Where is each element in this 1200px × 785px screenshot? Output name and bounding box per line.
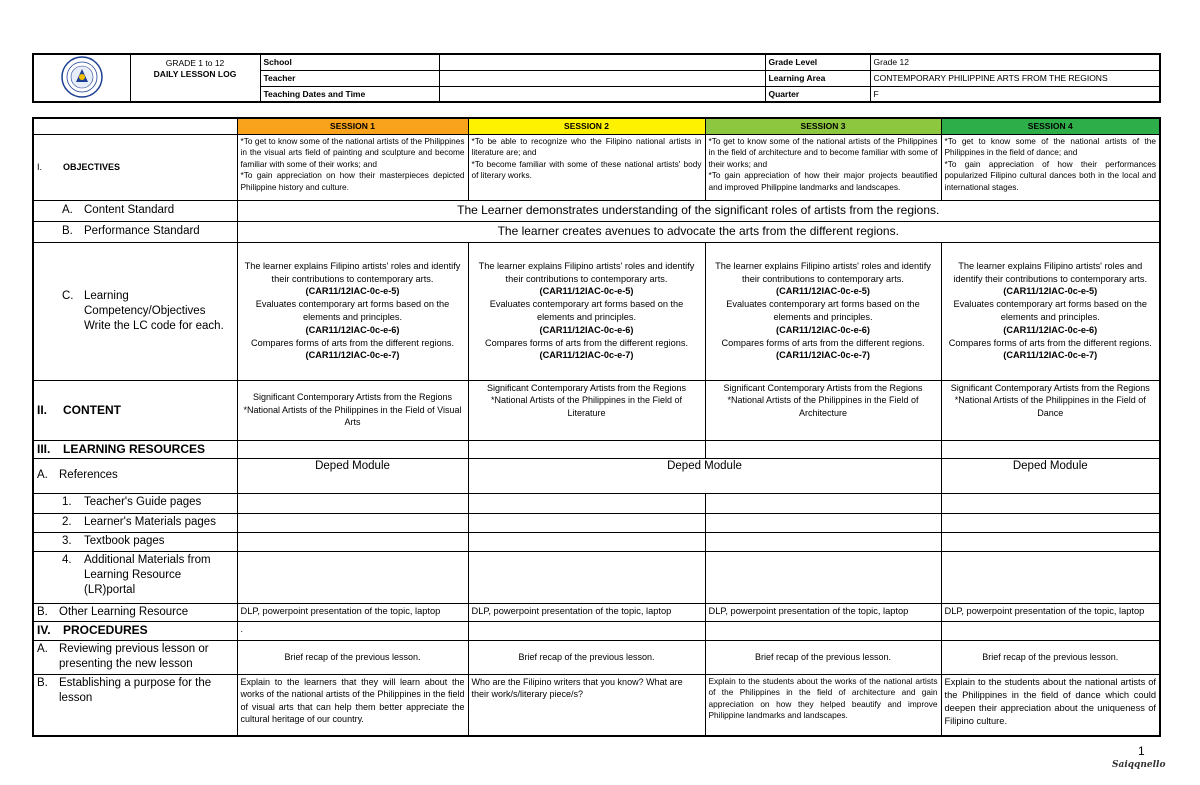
lc-code3: (CAR11/12IAC-0c-e-7) bbox=[305, 350, 400, 361]
lc-code1: (CAR11/12IAC-0c-e-5) bbox=[1003, 286, 1098, 297]
lesson-log-table bbox=[32, 117, 1161, 737]
content-label: CONTENT bbox=[63, 402, 121, 417]
other-resource-label: Other Learning Resource bbox=[59, 605, 189, 618]
tb-s3[interactable] bbox=[705, 532, 941, 551]
procedures-s2[interactable] bbox=[468, 621, 705, 640]
lc-code3: (CAR11/12IAC-0c-e-7) bbox=[776, 350, 870, 361]
grade-title bbox=[130, 54, 260, 102]
purpose-s2[interactable]: Who are the Filipino writers that you know? What are their work/s/literary piece/s? bbox=[468, 674, 705, 736]
grade-level-label: Grade Level bbox=[765, 54, 870, 70]
tg-s4[interactable] bbox=[941, 493, 1160, 513]
school-value[interactable] bbox=[439, 54, 765, 70]
teachers-guide-row bbox=[33, 493, 1160, 513]
objectives-label: OBJECTIVES bbox=[63, 161, 121, 172]
tg-s1[interactable] bbox=[237, 493, 468, 513]
learning-competency-s2[interactable] bbox=[468, 242, 705, 380]
purpose-s4[interactable]: Explain to the students about the national artists of the Philippines in the field of dance which could deepen their appreciation about the uniqueness of Filipino culture. bbox=[941, 674, 1160, 736]
other-resource-row bbox=[33, 603, 1160, 621]
dates-value[interactable] bbox=[439, 86, 765, 102]
lc-line2: Evaluates contemporary art forms based on the elements and principles. bbox=[953, 299, 1148, 322]
lc-line2: Evaluates contemporary art forms based on the elements and principles. bbox=[726, 299, 920, 322]
content-num: II. bbox=[37, 402, 48, 417]
learning-competency-label: Learning Competency/Objectives Write the LC code for each. bbox=[84, 289, 224, 332]
learners-materials-row bbox=[33, 513, 1160, 532]
performance-standard-letter: B. bbox=[62, 225, 73, 237]
learning-resources-label: LEARNING RESOURCES bbox=[63, 441, 206, 456]
references-letter: A. bbox=[37, 469, 48, 481]
lc-line2: Evaluates contemporary art forms based on the elements and principles. bbox=[489, 299, 684, 322]
am-s2[interactable] bbox=[468, 551, 705, 603]
school-label: School bbox=[260, 54, 439, 70]
lc-line1: The learner explains Filipino artists' roles and identify their contributions to contemporary arts. bbox=[244, 260, 461, 284]
lm-s2[interactable] bbox=[468, 513, 705, 532]
blank-corner bbox=[33, 118, 237, 134]
grade-level-value[interactable]: Grade 12 bbox=[870, 54, 1160, 70]
other-resource-label-cell bbox=[33, 603, 237, 621]
references-label-cell bbox=[33, 458, 237, 493]
purpose-label: Establishing a purpose for the lesson bbox=[59, 676, 212, 704]
procedures-row bbox=[33, 621, 1160, 640]
grade-line1: GRADE 1 to 12 bbox=[165, 58, 225, 68]
grade-line2: DAILY LESSON LOG bbox=[153, 69, 237, 79]
reviewing-s2[interactable]: Brief recap of the previous lesson. bbox=[468, 640, 705, 674]
item3-num: 3. bbox=[62, 534, 72, 547]
resources-s3[interactable] bbox=[705, 440, 941, 458]
references-label: References bbox=[59, 469, 118, 481]
lc-line2: Evaluates contemporary art forms based on the elements and principles. bbox=[255, 299, 450, 322]
learning-competency-row bbox=[33, 242, 1160, 380]
lc-code2: (CAR11/12IAC-0c-e-6) bbox=[539, 324, 634, 335]
lc-line1: The learner explains Filipino artists' roles and identify their contributions to contemporary arts. bbox=[953, 260, 1148, 284]
reviewing-row bbox=[33, 640, 1160, 674]
additional-materials-row bbox=[33, 551, 1160, 603]
lc-line3: Compares forms of arts from the different regions. bbox=[948, 337, 1152, 348]
reviewing-letter: A. bbox=[37, 642, 48, 655]
content-standard-letter: A. bbox=[62, 204, 73, 216]
tg-s3[interactable] bbox=[705, 493, 941, 513]
lm-s3[interactable] bbox=[705, 513, 941, 532]
lc-code1: (CAR11/12IAC-0c-e-5) bbox=[776, 286, 870, 297]
lc-code2: (CAR11/12IAC-0c-e-6) bbox=[305, 324, 400, 335]
item1-num: 1. bbox=[62, 495, 72, 508]
quarter-value[interactable]: F bbox=[870, 86, 1160, 102]
procedures-s1[interactable]: . bbox=[237, 621, 468, 640]
header-table bbox=[32, 53, 1161, 103]
performance-standard-row bbox=[33, 221, 1160, 242]
objectives-s1[interactable]: *To get to know some of the national artists of the Philippines in the visual arts field of painting and sculpture and become familiar with some of their works; and *To gain appreciation on how their masterpieces depicted Philippine history and culture. bbox=[237, 134, 468, 200]
learning-resources-label-cell bbox=[33, 440, 237, 458]
textbook-label-cell bbox=[33, 532, 237, 551]
textbook-row bbox=[33, 532, 1160, 551]
other-resource-s4[interactable]: DLP, powerpoint presentation of the topic, laptop bbox=[941, 603, 1160, 621]
procedures-label: PROCEDURES bbox=[63, 623, 148, 638]
objectives-s3[interactable]: *To get to know some of the national artists of the Philippines in the field of architecture and to become familiar with some of their works; and *To gain appreciation of how their major projects beautified and improved Philippine landmarks and landscapes. bbox=[705, 134, 941, 200]
performance-standard-label-cell bbox=[33, 221, 237, 242]
reviewing-s1[interactable]: Brief recap of the previous lesson. bbox=[237, 640, 468, 674]
tb-s2[interactable] bbox=[468, 532, 705, 551]
reviewing-label: Reviewing previous lesson or presenting the new lesson bbox=[59, 642, 209, 670]
lc-code3: (CAR11/12IAC-0c-e-7) bbox=[1003, 350, 1098, 361]
am-s4[interactable] bbox=[941, 551, 1160, 603]
references-s4[interactable]: Deped Module bbox=[941, 458, 1160, 493]
session2-header: SESSION 2 bbox=[468, 118, 705, 134]
additional-materials-label-cell bbox=[33, 551, 237, 603]
references-s1[interactable]: Deped Module bbox=[237, 458, 468, 493]
teacher-value[interactable] bbox=[439, 70, 765, 86]
other-resource-s1[interactable]: DLP, powerpoint presentation of the topic, laptop bbox=[237, 603, 468, 621]
purpose-s1[interactable]: Explain to the learners that they will learn about the works of the national artists of the Philippines in the field of visual arts that can help them better appreciate the cultural heritage of our country. bbox=[237, 674, 468, 736]
purpose-s3[interactable]: Explain to the students about the works of the national artists of the Philippines in the field of architecture and gain appreciation on how they helped beautify and improve Philippine landmarks and landscapes. bbox=[705, 674, 941, 736]
learning-competency-s1[interactable] bbox=[237, 242, 468, 380]
lc-code2: (CAR11/12IAC-0c-e-6) bbox=[776, 324, 870, 335]
item1-label: Teacher's Guide pages bbox=[84, 495, 202, 508]
performance-standard-value[interactable]: The learner creates avenues to advocate the arts from the different regions. bbox=[237, 221, 1160, 242]
am-s3[interactable] bbox=[705, 551, 941, 603]
procedures-num: IV. bbox=[37, 623, 51, 638]
signature: Saiqqnello bbox=[1112, 760, 1166, 770]
content-s4[interactable]: Significant Contemporary Artists from the Regions *National Artists of the Philippines in the Field of Dance bbox=[941, 380, 1160, 440]
resources-s4[interactable] bbox=[941, 440, 1160, 458]
performance-standard-label: Performance Standard bbox=[84, 225, 200, 237]
procedures-s4[interactable] bbox=[941, 621, 1160, 640]
content-s1[interactable]: Significant Contemporary Artists from the Regions *National Artists of the Philippines in the Field of Visual Arts bbox=[237, 380, 468, 440]
page-number: 1 bbox=[1138, 744, 1145, 758]
resources-s2[interactable] bbox=[468, 440, 705, 458]
lc-line1: The learner explains Filipino artists' roles and identify their contributions to contemporary arts. bbox=[715, 260, 931, 284]
item3-label: Textbook pages bbox=[84, 534, 165, 547]
content-standard-row bbox=[33, 200, 1160, 221]
quarter-label: Quarter bbox=[765, 86, 870, 102]
lc-line3: Compares forms of arts from the different regions. bbox=[721, 337, 925, 348]
procedures-label-cell bbox=[33, 621, 237, 640]
lc-line1: The learner explains Filipino artists' roles and identify their contributions to contemporary arts. bbox=[478, 260, 695, 284]
objectives-num: I. bbox=[37, 161, 43, 172]
objectives-label-cell bbox=[33, 134, 237, 200]
objectives-s2[interactable]: *To be able to recognize who the Filipino national artists in literature are; and *To become familiar with some of these national artists' body of literary works. bbox=[468, 134, 705, 200]
seal-icon bbox=[61, 56, 103, 98]
item4-label: Additional Materials from Learning Resource (LR)portal bbox=[84, 553, 211, 596]
lc-code1: (CAR11/12IAC-0c-e-5) bbox=[305, 286, 400, 297]
lc-code1: (CAR11/12IAC-0c-e-5) bbox=[539, 286, 634, 297]
lm-s1[interactable] bbox=[237, 513, 468, 532]
content-standard-value[interactable]: The Learner demonstrates understanding of the significant roles of artists from the regions. bbox=[237, 200, 1160, 221]
deped-seal-logo bbox=[33, 54, 130, 102]
learning-resources-row bbox=[33, 440, 1160, 458]
lm-s4[interactable] bbox=[941, 513, 1160, 532]
learning-competency-label-cell bbox=[33, 242, 237, 380]
learning-competency-s4[interactable] bbox=[941, 242, 1160, 380]
content-label-cell bbox=[33, 380, 237, 440]
item4-num: 4. bbox=[62, 553, 72, 566]
other-resource-s3[interactable]: DLP, powerpoint presentation of the topic, laptop bbox=[705, 603, 941, 621]
learning-area-value[interactable]: CONTEMPORARY PHILIPPINE ARTS FROM THE REGIONS bbox=[870, 70, 1160, 86]
item2-label: Learner's Materials pages bbox=[84, 515, 216, 528]
procedures-s3[interactable] bbox=[705, 621, 941, 640]
other-resource-letter: B. bbox=[37, 605, 48, 618]
resources-s1[interactable] bbox=[237, 440, 468, 458]
lc-line3: Compares forms of arts from the different regions. bbox=[484, 337, 689, 348]
content-s3[interactable]: Significant Contemporary Artists from the Regions *National Artists of the Philippines in the Field of Architecture bbox=[705, 380, 941, 440]
learning-resources-num: III. bbox=[37, 441, 51, 456]
content-standard-label-cell bbox=[33, 200, 237, 221]
reviewing-label-cell bbox=[33, 640, 237, 674]
dates-label: Teaching Dates and Time bbox=[260, 86, 439, 102]
lc-line3: Compares forms of arts from the different regions. bbox=[250, 337, 455, 348]
purpose-row bbox=[33, 674, 1160, 736]
learners-materials-label-cell bbox=[33, 513, 237, 532]
purpose-label-cell bbox=[33, 674, 237, 736]
item2-num: 2. bbox=[62, 515, 72, 528]
tg-s2[interactable] bbox=[468, 493, 705, 513]
references-row bbox=[33, 458, 1160, 493]
teacher-label: Teacher bbox=[260, 70, 439, 86]
session3-header: SESSION 3 bbox=[705, 118, 941, 134]
session4-header: SESSION 4 bbox=[941, 118, 1160, 134]
other-resource-s2[interactable]: DLP, powerpoint presentation of the topic, laptop bbox=[468, 603, 705, 621]
objectives-s4[interactable]: *To get to know some of the national artists of the Philippines in the field of dance; and *To gain appreciation of how their performances popularized Filipino cultural dances both in the local and international stages. bbox=[941, 134, 1160, 200]
learning-area-label: Learning Area bbox=[765, 70, 870, 86]
learning-competency-s3[interactable] bbox=[705, 242, 941, 380]
content-standard-label: Content Standard bbox=[84, 204, 175, 216]
am-s1[interactable] bbox=[237, 551, 468, 603]
content-s2[interactable]: Significant Contemporary Artists from the Regions *National Artists of the Philippines in the Field of Literature bbox=[468, 380, 705, 440]
references-s2-s3[interactable]: Deped Module bbox=[468, 458, 941, 493]
reviewing-s3[interactable]: Brief recap of the previous lesson. bbox=[705, 640, 941, 674]
purpose-letter: B. bbox=[37, 676, 48, 689]
session-header-row bbox=[33, 118, 1160, 134]
tb-s1[interactable] bbox=[237, 532, 468, 551]
lc-code3: (CAR11/12IAC-0c-e-7) bbox=[539, 350, 634, 361]
reviewing-s4[interactable]: Brief recap of the previous lesson. bbox=[941, 640, 1160, 674]
lc-code2: (CAR11/12IAC-0c-e-6) bbox=[1003, 324, 1098, 335]
content-row bbox=[33, 380, 1160, 440]
learning-competency-letter: C. bbox=[62, 289, 74, 302]
teachers-guide-label-cell bbox=[33, 493, 237, 513]
objectives-row bbox=[33, 134, 1160, 200]
tb-s4[interactable] bbox=[941, 532, 1160, 551]
session1-header: SESSION 1 bbox=[237, 118, 468, 134]
